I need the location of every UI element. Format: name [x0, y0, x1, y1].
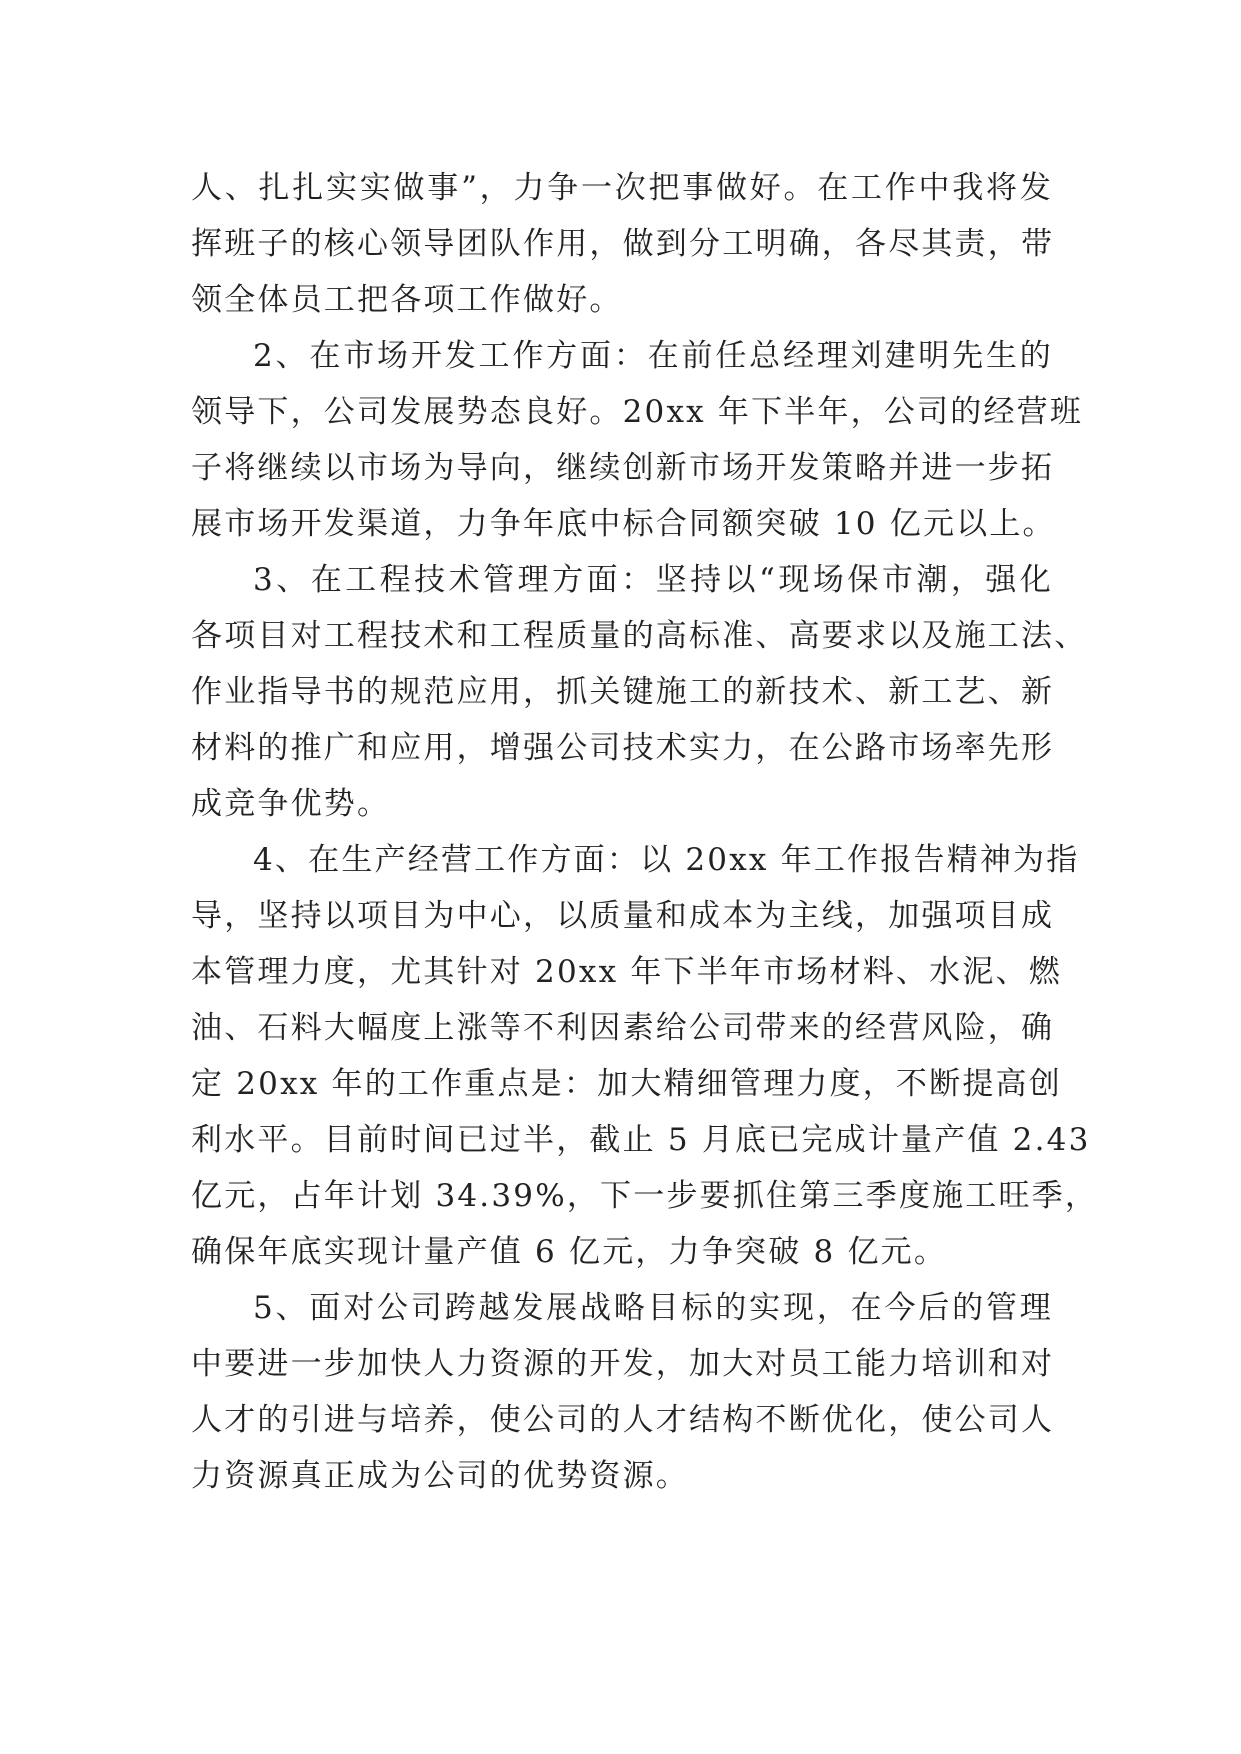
paragraph-3 [191, 552, 1088, 832]
text-line: 材料的推广和应用，增强公司技术实力，在公路市场率先形 [191, 730, 1055, 766]
text-line: 领导下，公司发展势态良好。20xx 年下半年，公司的经营班 [191, 394, 1084, 430]
document-body [191, 160, 1099, 1504]
text-line: 展市场开发渠道，力争年底中标合同额突破 10 亿元以上。 [191, 506, 1056, 542]
text-line: 定 20xx 年的工作重点是：加大精细管理力度，不断提高创 [191, 1066, 1062, 1102]
text-line: 各项目对工程技术和工程质量的高标准、高要求以及施工法、 [191, 618, 1088, 654]
text-line: 成竞争优势。 [191, 786, 391, 822]
paragraph-1 [191, 160, 1053, 328]
text-line: 4、在生产经营工作方面：以 20xx 年工作报告精神为指 [253, 842, 1080, 878]
text-line: 导，坚持以项目为中心，以质量和成本为主线，加强项目成 [191, 898, 1055, 934]
text-line: 确保年底实现计量产值 6 亿元，力争突破 8 亿元。 [191, 1234, 948, 1270]
text-line: 人、扎扎实实做事”，力争一次把事做好。在工作中我将发 [191, 170, 1053, 206]
text-line: 2、在市场开发工作方面：在前任总经理刘建明先生的 [253, 338, 1053, 374]
text-line: 亿元，占年计划 34.39%，下一步要抓住第三季度施工旺季， [191, 1178, 1099, 1214]
text-line: 力资源真正成为公司的优势资源。 [191, 1458, 689, 1494]
text-line: 作业指导书的规范应用，抓关键施工的新技术、新工艺、新 [191, 674, 1055, 710]
text-line: 3、在工程技术管理方面：坚持以“现场保市潮，强化 [253, 562, 1053, 598]
text-line: 挥班子的核心领导团队作用，做到分工明确，各尽其责，带 [191, 226, 1055, 262]
text-line: 子将继续以市场为导向，继续创新市场开发策略并进一步拓 [191, 450, 1055, 486]
text-line: 人才的引进与培养，使公司的人才结构不断优化，使公司人 [191, 1402, 1055, 1438]
paragraph-2 [191, 328, 1084, 552]
text-line: 中要进一步加快人力资源的开发，加大对员工能力培训和对 [191, 1346, 1055, 1382]
text-line: 利水平。目前时间已过半，截止 5 月底已完成计量产值 2.43 [191, 1122, 1091, 1158]
text-line: 领全体员工把各项工作做好。 [191, 282, 623, 318]
text-line: 5、面对公司跨越发展战略目标的实现，在今后的管理 [253, 1290, 1053, 1326]
text-line: 油、石料大幅度上涨等不利因素给公司带来的经营风险，确 [191, 1010, 1055, 1046]
paragraph-5 [191, 1280, 1053, 1504]
text-line: 本管理力度，尤其针对 20xx 年下半年市场材料、水泥、燃 [191, 954, 1062, 990]
paragraph-4 [191, 832, 1099, 1280]
